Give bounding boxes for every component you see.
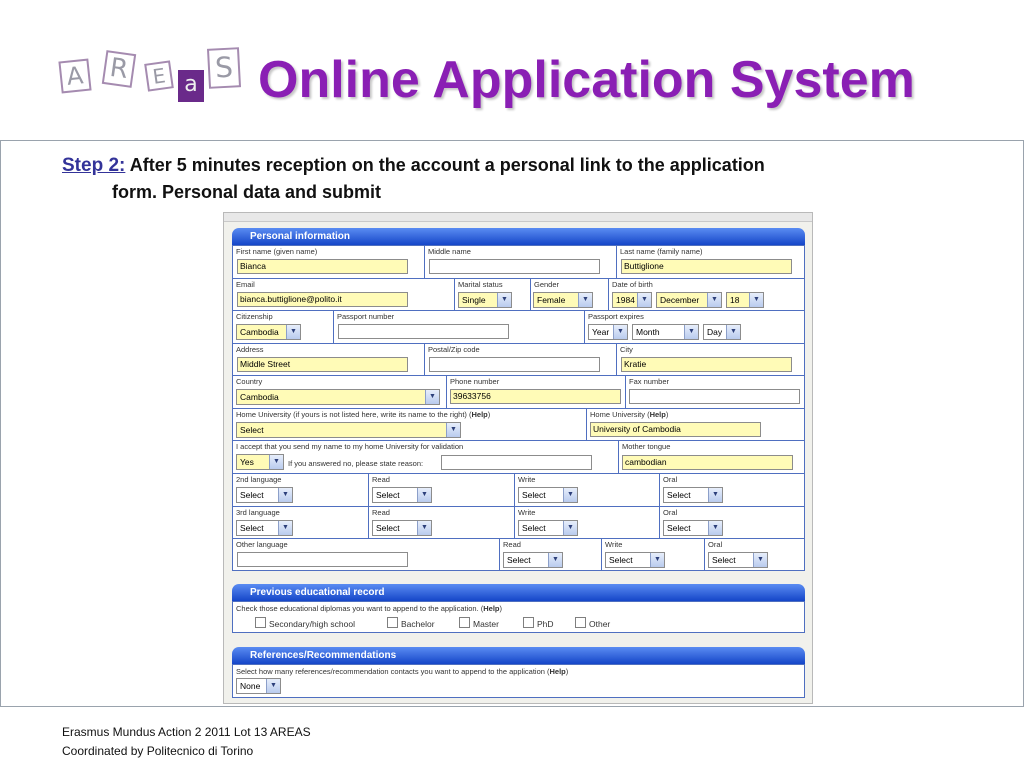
chevron-down-icon: ▼: [708, 521, 722, 535]
marital-label: Marital status: [458, 280, 503, 289]
chevron-down-icon: ▼: [563, 521, 577, 535]
marital-cell: [455, 279, 531, 311]
gender-label: Gender: [534, 280, 560, 289]
footer-line-1: Erasmus Mundus Action 2 2011 Lot 13 AREAS: [62, 725, 311, 739]
phone-input[interactable]: 39633756: [450, 389, 621, 404]
lang3-select[interactable]: Select ▼: [236, 520, 293, 536]
step-text-line-2: form. Personal data and submit: [112, 182, 382, 202]
help-link[interactable]: Help: [471, 410, 488, 419]
references-note: Select how many references/recommendation contacts you want to append to the application (Help): [236, 667, 569, 676]
passport-expires-label: Passport expires: [588, 312, 644, 321]
chevron-down-icon: ▼: [446, 423, 460, 437]
home-university-cell: [233, 409, 587, 441]
other-write-select[interactable]: Select ▼: [605, 552, 665, 568]
lang2-oral-label: Oral: [663, 475, 678, 484]
references-value: None: [240, 681, 261, 691]
browser-strip: [224, 213, 812, 222]
phone-label: Phone number: [450, 377, 500, 386]
accept-value: Yes: [240, 457, 254, 467]
postal-label: Postal/Zip code: [428, 345, 480, 354]
fax-cell: [626, 376, 804, 409]
checkbox-box[interactable]: [523, 617, 534, 628]
middle-name-label: Middle name: [428, 247, 471, 256]
city-input[interactable]: Kratie: [621, 357, 792, 372]
mother-tongue-cell: [619, 441, 804, 474]
lang3-oral-select[interactable]: Select ▼: [663, 520, 723, 536]
phone-cell: [447, 376, 626, 409]
chevron-down-icon: ▼: [278, 488, 292, 502]
checkbox-box[interactable]: [255, 617, 266, 628]
step-text-line-1: After 5 minutes reception on the account a personal link to the application: [129, 155, 765, 175]
gender-cell: [531, 279, 609, 311]
accept-reason-input[interactable]: [441, 455, 592, 470]
checkbox-bachelor[interactable]: Bachelor: [387, 617, 435, 629]
postal-cell: [425, 344, 617, 376]
home-university-select[interactable]: [236, 422, 461, 438]
home-university-label: Home University (if yours is not listed here, write its name to the right) (Help): [236, 410, 491, 419]
lang2-label: 2nd language: [236, 475, 282, 484]
other-oral-cell: [705, 539, 804, 570]
postal-input[interactable]: [429, 357, 600, 372]
mother-tongue-input[interactable]: cambodian: [622, 455, 793, 470]
fax-input[interactable]: [629, 389, 800, 404]
help-link[interactable]: Help: [649, 410, 666, 419]
other-lang-label: Other language: [236, 540, 288, 549]
education-header: Previous educational record: [232, 584, 805, 601]
passport-year-value: Year: [592, 327, 610, 337]
last-name-label: Last name (family name): [620, 247, 703, 256]
home-university-name-label: Home University (Help): [590, 410, 669, 419]
passport-number-cell: [334, 311, 585, 344]
chevron-down-icon: ▼: [417, 488, 431, 502]
chevron-down-icon: ▼: [417, 521, 431, 535]
home-university-name-input[interactable]: University of Cambodia: [590, 422, 761, 437]
other-oral-select[interactable]: Select ▼: [708, 552, 768, 568]
email-label: Email: [236, 280, 255, 289]
education-note: Check those educational diplomas you want to append to the application. (Help): [236, 604, 503, 613]
passport-year-select[interactable]: [588, 324, 628, 340]
lang3-write-label: Write: [518, 508, 536, 517]
areas-logo: [56, 44, 246, 106]
email-input[interactable]: bianca.buttiglione@polito.it: [237, 292, 408, 307]
logo-letter-s: S: [207, 47, 241, 89]
dob-year-value: 1984: [616, 295, 635, 305]
citizenship-select[interactable]: [236, 324, 301, 340]
city-label: City: [620, 345, 633, 354]
lang3-read-select[interactable]: Select ▼: [372, 520, 432, 536]
checkbox-phd[interactable]: PhD: [523, 617, 554, 629]
country-select[interactable]: [236, 389, 440, 405]
citizenship-label: Citizenship: [236, 312, 273, 321]
country-value: Cambodia: [240, 392, 279, 402]
first-name-cell: [233, 246, 425, 279]
lang3-oral-label: Oral: [663, 508, 678, 517]
citizenship-value: Cambodia: [240, 327, 279, 337]
chevron-down-icon: ▼: [269, 455, 283, 469]
dob-day-value: 18: [730, 295, 740, 305]
other-read-cell: [500, 539, 602, 570]
slide-title: Online Application System: [258, 51, 915, 109]
citizenship-cell: [233, 311, 334, 344]
chevron-down-icon: ▼: [726, 325, 740, 339]
marital-status-select[interactable]: [458, 292, 512, 308]
dob-day-select[interactable]: [726, 292, 764, 308]
chevron-down-icon: ▼: [613, 325, 627, 339]
chevron-down-icon: ▼: [278, 521, 292, 535]
accept-select[interactable]: [236, 454, 284, 470]
accept-label: I accept that you send my name to my home University for validation: [236, 442, 464, 451]
last-name-cell: [617, 246, 804, 279]
lang2-oral-select[interactable]: Select ▼: [663, 487, 723, 503]
slide-footer: [62, 723, 311, 761]
other-read-select[interactable]: Select ▼: [503, 552, 563, 568]
middle-name-input[interactable]: [429, 259, 600, 274]
lang2-oral-cell: [660, 474, 804, 507]
passport-month-value: Month: [636, 327, 660, 337]
home-university-select-value: Select: [240, 425, 264, 435]
passport-number-input[interactable]: [338, 324, 509, 339]
lang2-read-label: Read: [372, 475, 390, 484]
lang2-read-select[interactable]: Select ▼: [372, 487, 432, 503]
dob-month-select[interactable]: [656, 292, 722, 308]
lang2-write-cell: [515, 474, 660, 507]
other-write-label: Write: [605, 540, 623, 549]
lang2-cell: [233, 474, 369, 507]
lang3-cell: [233, 507, 369, 539]
passport-expires-cell: [585, 311, 804, 344]
mother-tongue-label: Mother tongue: [622, 442, 671, 451]
chevron-down-icon: ▼: [286, 325, 300, 339]
lang2-write-label: Write: [518, 475, 536, 484]
country-label: Country: [236, 377, 263, 386]
chevron-down-icon: ▼: [563, 488, 577, 502]
logo-letter-r: R: [102, 50, 136, 88]
checkbox-box[interactable]: [387, 617, 398, 628]
form-screenshot: [223, 212, 813, 704]
checkbox-box[interactable]: [575, 617, 586, 628]
dob-month-value: December: [660, 295, 700, 305]
other-lang-cell: [233, 539, 500, 570]
chevron-down-icon: ▼: [266, 679, 280, 693]
references-panel: [232, 664, 805, 698]
chevron-down-icon: ▼: [684, 325, 698, 339]
lang2-read-cell: [369, 474, 515, 507]
step-description: [62, 152, 982, 206]
address-label: Address: [236, 345, 264, 354]
lang2-write-select[interactable]: Select ▼: [518, 487, 578, 503]
dob-cell: [609, 279, 804, 311]
gender-value: Female: [537, 295, 566, 305]
help-link[interactable]: Help: [549, 667, 566, 676]
chevron-down-icon: ▼: [707, 293, 721, 307]
lang3-oral-cell: [660, 507, 804, 539]
passport-number-label: Passport number: [337, 312, 395, 321]
middle-name-cell: [425, 246, 617, 279]
lang3-write-cell: [515, 507, 660, 539]
accept-reason-label: If you answered no, please state reason:: [288, 459, 424, 468]
lang2-select[interactable]: Select ▼: [236, 487, 293, 503]
chevron-down-icon: ▼: [548, 553, 562, 567]
logo-letter-e: E: [144, 60, 174, 91]
address-cell: [233, 344, 425, 376]
help-link[interactable]: Help: [483, 604, 500, 613]
step-label: Step 2:: [62, 155, 126, 176]
city-cell: [617, 344, 804, 376]
other-write-cell: [602, 539, 705, 570]
chevron-down-icon: ▼: [650, 553, 664, 567]
home-university-name-cell: [587, 409, 804, 441]
other-read-label: Read: [503, 540, 521, 549]
chevron-down-icon: ▼: [708, 488, 722, 502]
passport-day-select[interactable]: [703, 324, 741, 340]
chevron-down-icon: ▼: [637, 293, 651, 307]
logo-letter-a: A: [58, 59, 91, 94]
marital-status-value: Single: [462, 295, 486, 305]
lang3-read-cell: [369, 507, 515, 539]
checkbox-other[interactable]: Other: [575, 617, 610, 629]
checkbox-secondary[interactable]: Secondary/high school: [255, 617, 355, 629]
dob-year-select[interactable]: [612, 292, 652, 308]
checkbox-box[interactable]: [459, 617, 470, 628]
fax-label: Fax number: [629, 377, 670, 386]
references-select[interactable]: [236, 678, 281, 694]
other-oral-label: Oral: [708, 540, 723, 549]
chevron-down-icon: ▼: [753, 553, 767, 567]
last-name-input[interactable]: Buttiglione: [621, 259, 792, 274]
other-lang-input[interactable]: [237, 552, 408, 567]
gender-select[interactable]: [533, 292, 593, 308]
address-input[interactable]: Middle Street: [237, 357, 408, 372]
personal-info-header: Personal information: [232, 228, 805, 245]
logo-letter-a-small: a: [178, 70, 204, 102]
chevron-down-icon: ▼: [578, 293, 592, 307]
first-name-label: First name (given name): [236, 247, 318, 256]
education-panel: [232, 601, 805, 633]
passport-day-value: Day: [707, 327, 723, 337]
dob-label: Date of birth: [612, 280, 653, 289]
personal-info-panel: [232, 245, 805, 571]
email-cell: [233, 279, 455, 311]
chevron-down-icon: ▼: [425, 390, 439, 404]
accept-cell: [233, 441, 619, 474]
country-cell: [233, 376, 447, 409]
lang3-read-label: Read: [372, 508, 390, 517]
footer-line-2: Coordinated by Politecnico di Torino: [62, 744, 254, 758]
chevron-down-icon: ▼: [749, 293, 763, 307]
lang3-write-select[interactable]: Select ▼: [518, 520, 578, 536]
first-name-input[interactable]: Bianca: [237, 259, 408, 274]
chevron-down-icon: ▼: [497, 293, 511, 307]
lang3-label: 3rd language: [236, 508, 280, 517]
checkbox-master[interactable]: Master: [459, 617, 499, 629]
passport-month-select[interactable]: [632, 324, 699, 340]
references-header: References/Recommendations: [232, 647, 805, 664]
